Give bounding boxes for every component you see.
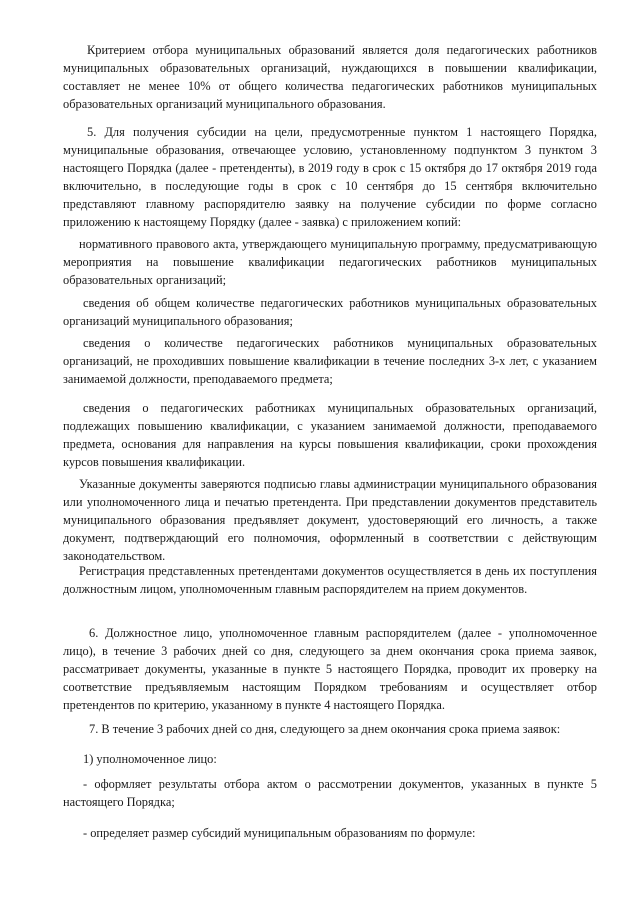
- paragraph-registration: Регистрация представленных претендентами документов осуществляется в день их поступления должностным лицом, уполномоченным главным распорядителем на прием документов.: [63, 564, 597, 596]
- paragraph-attachment-staff-to-train: сведения о педагогических работниках муниципальных образовательных организаций, подлежащих повышению квалификации, с указанием занимаемой должности, преподаваемого предмета, основания для направления на курсы повышения квалификации, сроки прохождения курсов повышения квалификации.: [63, 401, 597, 469]
- paragraph-bullet-formula: - определяет размер субсидий муниципальным образованиям по формуле:: [83, 826, 476, 840]
- paragraph-attachment-normative-act: нормативного правового акта, утверждающего муниципальную программу, предусматривающую мероприятия на повышение квалификации педагогических работников муниципальных образовательных организаций;: [63, 237, 597, 287]
- paragraph-item-6: 6. Должностное лицо, уполномоченное главным распорядителем (далее - уполномоченное лицо), в течение 3 рабочих дней со дня, следующего за днем окончания срока приема заявок, рассматривает документы, указанные в пункте 5 настоящего Порядка, проводит их проверку на соответствие предъявляемым настоящим Порядком требованиям и осуществляет отбор претендентов по критерию, указанному в пункте 4 настоящего Порядка.: [63, 626, 597, 712]
- paragraph-documents-certification: Указанные документы заверяются подписью главы администрации муниципального образования или уполномоченного лица и печатью претендента. При представлении документов представитель муниципального образования предъявляет документ, удостоверяющий его личность, а также документ, подтверждающий его полномочия, оформленный в соответствии с действующим законодательством.: [63, 477, 597, 563]
- paragraph-subitem-1: 1) уполномоченное лицо:: [83, 752, 217, 766]
- paragraph-item-7: 7. В течение 3 рабочих дней со дня, следующего за днем окончания срока приема заявок:: [89, 722, 561, 736]
- paragraph-selection-criterion: Критерием отбора муниципальных образований является доля педагогических работников муниципальных образовательных организаций, нуждающихся в повышении квалификации, составляет не менее 10% от общего количества педагогических работников муниципальных образовательных организаций муниципального образования.: [63, 43, 597, 111]
- paragraph-item-5: 5. Для получения субсидии на цели, предусмотренные пунктом 1 настоящего Порядка, муниципальные образования, отвечающее условию, установленному подпунктом 3 пунктом 3 настоящего Порядка (далее - претенденты), в 2019 году в срок с 15 октября до 17 октября 2019 года включительно, в последующие годы в срок с 10 сентября до 15 сентября включительно представляют главному распорядителю заявку на получение субсидии по форме согласно приложению к настоящему Порядку (далее - заявка) с приложением копий:: [63, 125, 597, 229]
- paragraph-bullet-act: - оформляет результаты отбора актом о рассмотрении документов, указанных в пункте 5 настоящего Порядка;: [63, 777, 597, 809]
- paragraph-attachment-total-staff: сведения об общем количестве педагогических работников муниципальных образовательных организаций муниципального образования;: [63, 296, 597, 328]
- paragraph-attachment-untrained-staff: сведения о количестве педагогических работников муниципальных образовательных организаций, не проходивших повышение квалификации в течение последних 3-х лет, с указанием занимаемой должности, преподаваемого предмета;: [63, 336, 597, 386]
